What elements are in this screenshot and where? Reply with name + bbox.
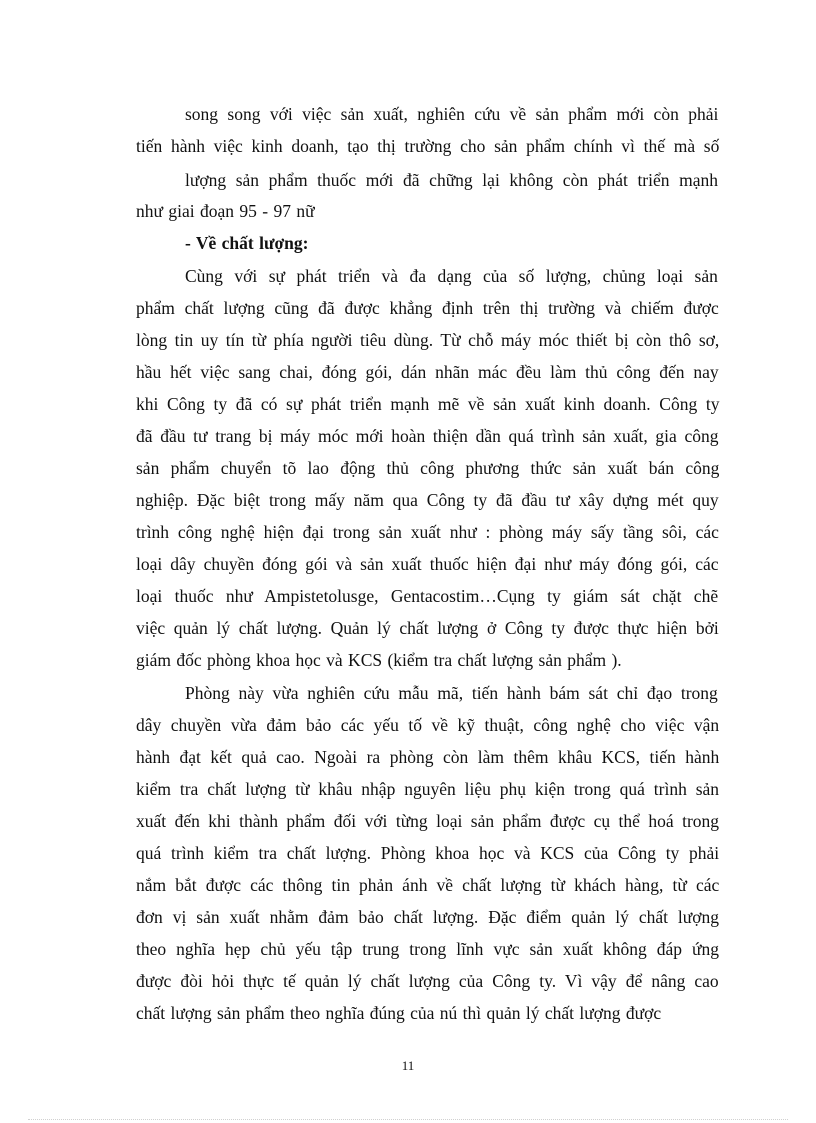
text-line: như giai đoạn 95 - 97 nữ xyxy=(136,201,315,221)
section-heading: - Về chất lượng: xyxy=(185,233,309,253)
text-line: đã đầu tư trang bị máy móc mới hoàn thiện dần quá trình sản xuất, gia công xyxy=(136,426,719,446)
text-line: hành đạt kết quả cao. Ngoài ra phòng còn làm thêm khâu KCS, tiến hành xyxy=(136,747,720,767)
text-line: việc quản lý chất lượng. Quản lý chất lượng ở Công ty được thực hiện bởi xyxy=(136,618,719,638)
page-number: 11 xyxy=(401,1058,415,1073)
text-line: song song với việc sản xuất, nghiên cứu về sản phẩm mới còn phải xyxy=(185,104,719,124)
text-line: được đòi hỏi thực tế quản lý chất lượng của Công ty. Vì vậy để nâng cao xyxy=(136,971,719,991)
text-line: nghiệp. Đặc biệt trong mấy năm qua Công ty đã đầu tư xây dựng mét quy xyxy=(136,490,719,510)
text-line: lượng sản phẩm thuốc mới đã chững lại không còn phát triển mạnh xyxy=(185,170,719,190)
text-line: dây chuyền vừa đảm bảo các yếu tố về kỹ thuật, công nghệ cho việc vận xyxy=(136,715,720,735)
text-line: phẩm chất lượng cũng đã được khẳng định trên thị trường và chiếm được xyxy=(136,298,719,318)
text-line: theo nghĩa hẹp chủ yếu tập trung trong lĩnh vực sản xuất không đáp ứng xyxy=(136,939,720,959)
text-line: Phòng này vừa nghiên cứu mẫu mã, tiến hành bám sát chỉ đạo trong xyxy=(185,683,718,703)
text-line: hầu hết việc sang chai, đóng gói, dán nhãn mác đều làm thủ công đến nay xyxy=(136,362,719,382)
text-line: loại dây chuyền đóng gói và sản xuất thuốc hiện đại như máy đóng gói, các xyxy=(136,554,719,574)
text-line: xuất đến khi thành phẩm đối với từng loại sản phẩm được cụ thể hoá trong xyxy=(136,811,720,831)
text-line: chất lượng sản phẩm theo nghĩa đúng của nú thì quản lý chất lượng được xyxy=(136,1003,662,1023)
text-line: Cùng với sự phát triển và đa dạng của số lượng, chủng loại sản xyxy=(185,266,718,286)
text-line: quá trình kiểm tra chất lượng. Phòng khoa học và KCS của Công ty phải xyxy=(136,843,720,863)
text-line: đơn vị sản xuất nhằm đảm bảo chất lượng. Đặc điểm quản lý chất lượng xyxy=(136,907,720,927)
text-line: khi Công ty đã có sự phát triển mạnh mẽ về sản xuất kinh doanh. Công ty xyxy=(136,394,720,414)
text-line: trình công nghệ hiện đại trong sản xuất như : phòng máy sấy tầng sôi, các xyxy=(136,522,719,542)
text-line: tiến hành việc kinh doanh, tạo thị trường cho sản phẩm chính vì thế mà số xyxy=(136,136,720,156)
text-line: loại thuốc như Ampistetolusge, Gentacostim…Cụng ty giám sát chặt chẽ xyxy=(136,586,719,606)
footer-divider xyxy=(28,1119,788,1120)
text-line: sản phẩm chuyển tõ lao động thủ công phương thức sản xuất bán công xyxy=(136,458,720,478)
text-line: kiểm tra chất lượng từ khâu nhập nguyên liệu phụ kiện trong quá trình sản xyxy=(136,779,720,799)
text-line: giám đốc phòng khoa học và KCS (kiểm tra chất lượng sản phẩm ). xyxy=(136,650,622,670)
text-line: nắm bắt được các thông tin phản ánh về chất lượng từ khách hàng, từ các xyxy=(136,875,720,895)
text-line: lòng tin uy tín từ phía người tiêu dùng. Từ chỗ máy móc thiết bị còn thô sơ, xyxy=(136,330,720,350)
